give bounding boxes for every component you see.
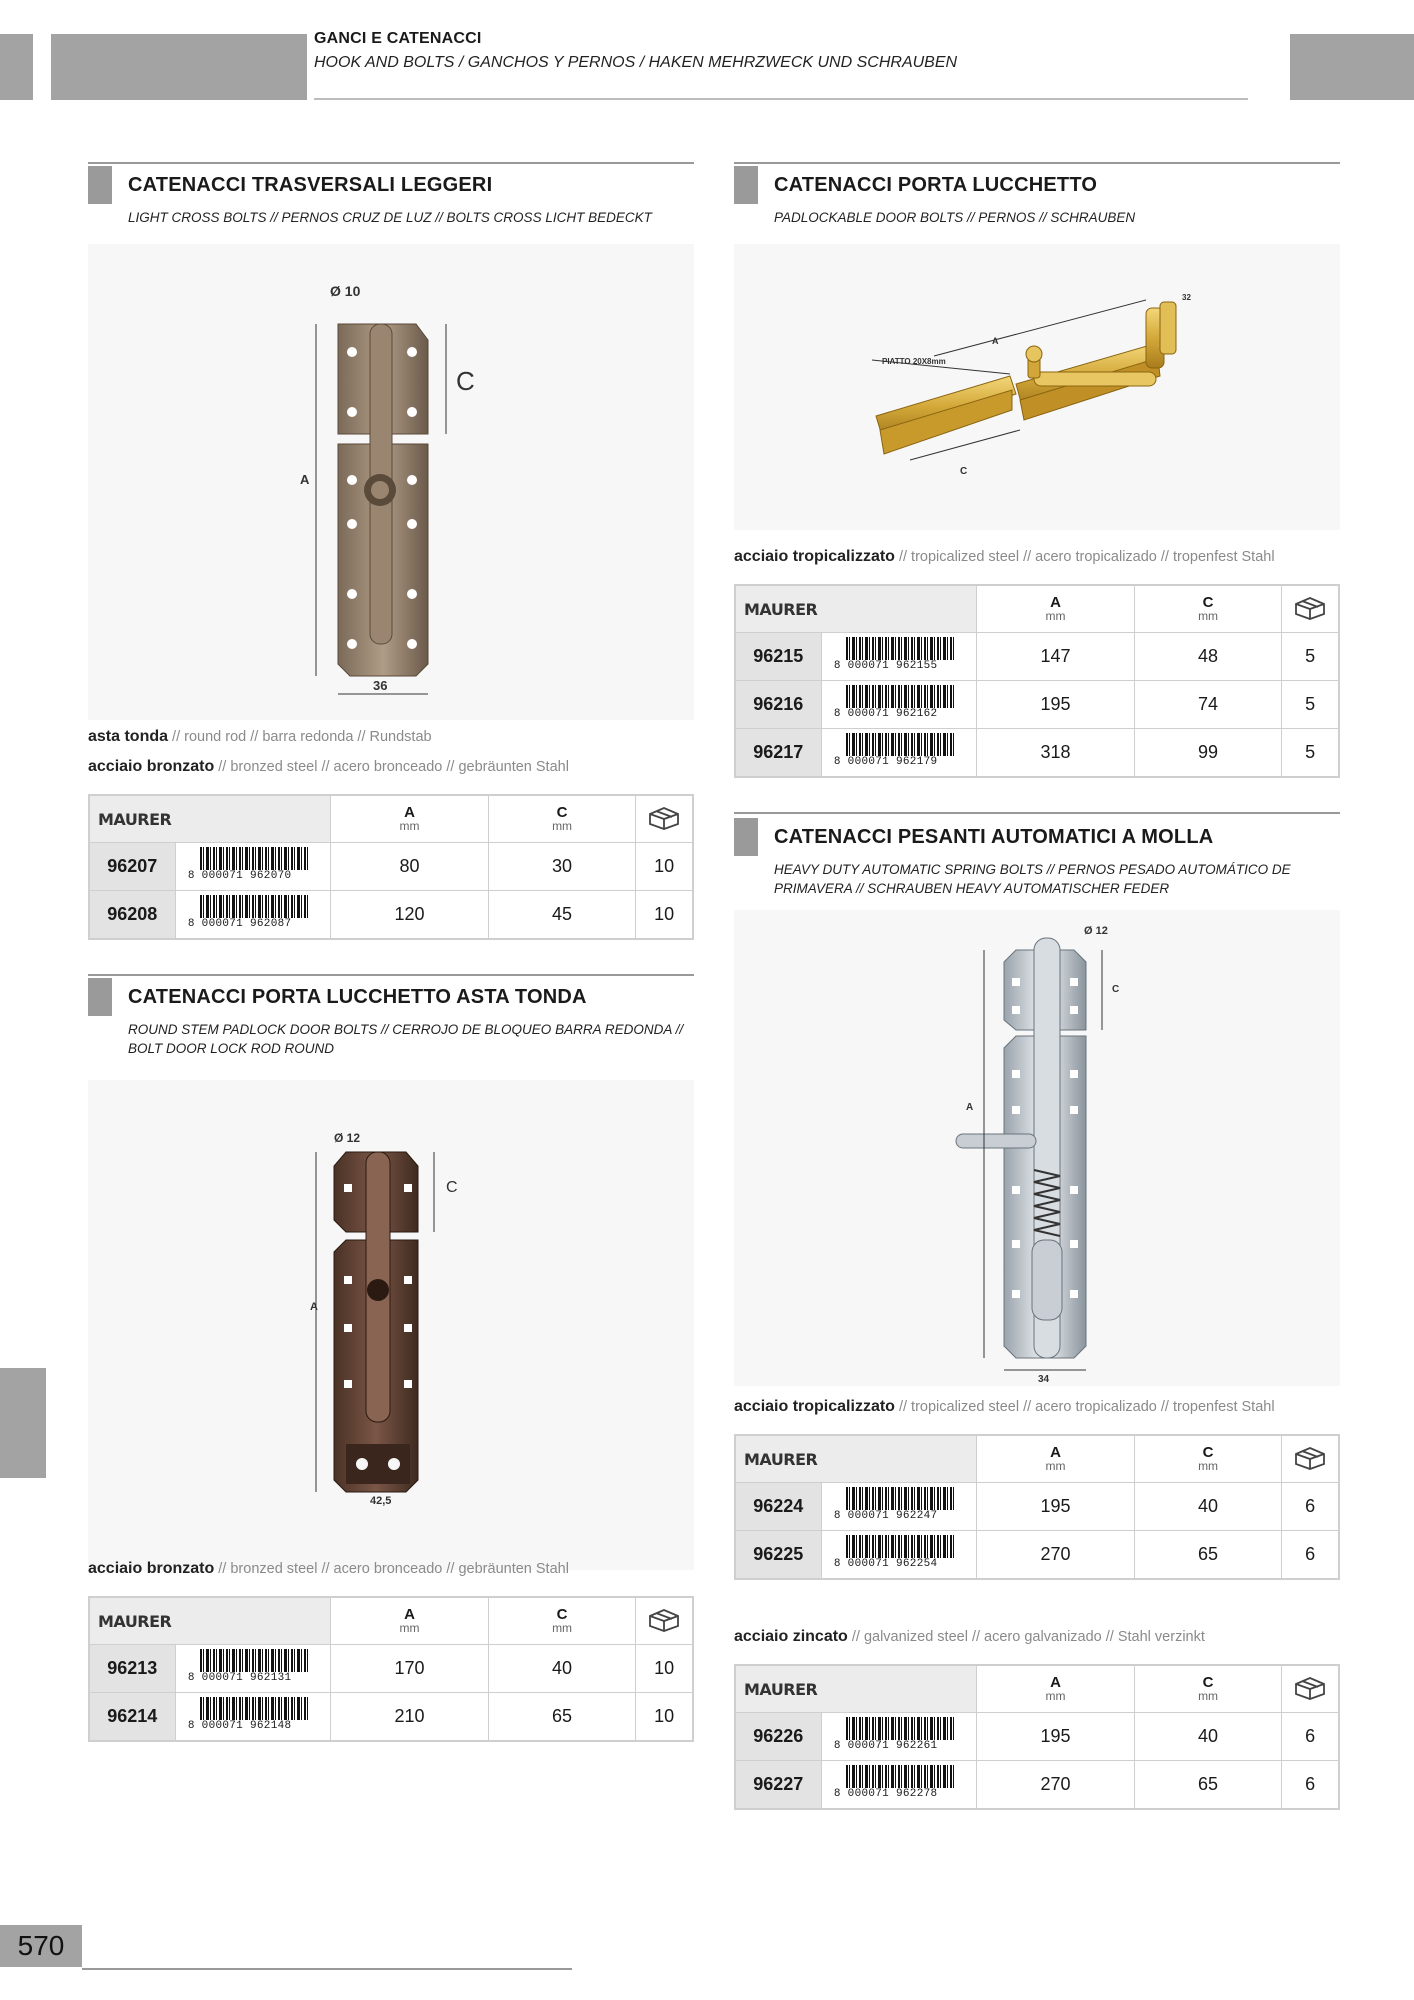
section-subtitle: ROUND STEM PADLOCK DOOR BOLTS // CERROJO DE BLOQUEO BARRA REDONDA // BOLT DOOR LOCK ROD ROUND xyxy=(128,1022,684,1056)
value-qty: 10 xyxy=(636,843,693,891)
dim-width-label: 36 xyxy=(373,678,388,693)
material-line xyxy=(734,548,1275,566)
value-a: 120 xyxy=(331,891,489,940)
value-qty: 10 xyxy=(636,1693,693,1742)
material-line xyxy=(734,1628,1205,1646)
barcode: 8 000071 962148 xyxy=(175,1693,331,1742)
value-c: 65 xyxy=(488,1693,635,1742)
table-row xyxy=(735,1761,1339,1810)
material-bold: acciaio zincato xyxy=(734,1628,848,1645)
col-header-c: C mm xyxy=(488,795,635,843)
value-a: 270 xyxy=(977,1531,1135,1580)
dim-a-label: A xyxy=(992,336,999,346)
value-qty: 6 xyxy=(1282,1531,1339,1580)
material-line xyxy=(88,1560,569,1578)
material-rest: // tropicalized steel // acero tropicalizado // tropenfest Stahl xyxy=(894,549,1275,565)
col-header-c: C mm xyxy=(1134,1435,1281,1483)
dim-diameter-label: Ø 12 xyxy=(1084,925,1108,937)
table-row xyxy=(735,729,1339,778)
value-a: 147 xyxy=(977,633,1135,681)
brand-logo: MAURER xyxy=(735,1665,977,1713)
barcode: 8 000071 962179 xyxy=(821,729,977,778)
material-rest: // galvanized steel // acero galvanizado // Stahl verzinkt xyxy=(847,1629,1205,1645)
item-code: 96227 xyxy=(735,1761,821,1810)
barcode: 8 000071 962070 xyxy=(175,843,331,891)
spec-table xyxy=(88,794,694,940)
material-rest: // bronzed steel // acero bronceado // gebräunten Stahl xyxy=(214,1561,569,1577)
value-c: 65 xyxy=(1134,1531,1281,1580)
dim-width-label: 42,5 xyxy=(370,1495,392,1507)
value-a: 195 xyxy=(977,1483,1135,1531)
item-code: 96207 xyxy=(89,843,175,891)
value-c: 40 xyxy=(1134,1483,1281,1531)
value-a: 270 xyxy=(977,1761,1135,1810)
brand-logo: MAURER xyxy=(89,1597,331,1645)
section-subtitle: LIGHT CROSS BOLTS // PERNOS CRUZ DE LUZ // BOLTS CROSS LICHT BEDECKT xyxy=(128,210,652,225)
dim-c-label: C xyxy=(1112,984,1120,995)
spec-table xyxy=(734,1664,1340,1810)
table-row xyxy=(735,681,1339,729)
table-row xyxy=(735,1713,1339,1761)
barcode: 8 000071 962278 xyxy=(821,1761,977,1810)
header-subtitle: HOOK AND BOLTS / GANCHOS Y PERNOS / HAKEN MEHRZWECK UND SCHRAUBEN xyxy=(314,54,958,71)
value-c: 65 xyxy=(1134,1761,1281,1810)
barcode: 8 000071 962162 xyxy=(821,681,977,729)
section-marker xyxy=(88,978,112,1016)
dim-a-label: A xyxy=(300,472,310,487)
value-c: 99 xyxy=(1134,729,1281,778)
col-header-a: A mm xyxy=(977,1665,1135,1713)
value-qty: 5 xyxy=(1282,729,1339,778)
barcode: 8 000071 962155 xyxy=(821,633,977,681)
table-row xyxy=(735,1483,1339,1531)
header-tab-left xyxy=(0,34,33,100)
brand-logo: MAURER xyxy=(89,795,331,843)
header-bar-right xyxy=(1290,34,1414,100)
package-box-icon xyxy=(1282,1665,1339,1713)
section-title: CATENACCI PESANTI AUTOMATICI A MOLLA xyxy=(774,826,1214,848)
value-qty: 6 xyxy=(1282,1761,1339,1810)
section-rule xyxy=(734,162,1340,164)
package-box-icon xyxy=(636,795,693,843)
dim-c-label: C xyxy=(456,366,475,396)
col-header-a: A mm xyxy=(977,585,1135,633)
brand-logo: MAURER xyxy=(735,585,977,633)
item-code: 96208 xyxy=(89,891,175,940)
item-code: 96213 xyxy=(89,1645,175,1693)
material-line xyxy=(734,1398,1275,1416)
barcode: 8 000071 962261 xyxy=(821,1713,977,1761)
value-a: 170 xyxy=(331,1645,489,1693)
section-rule xyxy=(88,162,694,164)
package-box-icon xyxy=(636,1597,693,1645)
footer-rule xyxy=(82,1968,572,1970)
section-rule xyxy=(734,812,1340,814)
value-qty: 6 xyxy=(1282,1483,1339,1531)
item-code: 96215 xyxy=(735,633,821,681)
dim-c-label: C xyxy=(446,1179,458,1196)
brand-logo: MAURER xyxy=(735,1435,977,1483)
product-image-round-stem-padlock-bolt xyxy=(88,1080,694,1570)
product-image-padlockable-door-bolt xyxy=(734,244,1340,530)
material-line xyxy=(88,758,569,776)
item-code: 96216 xyxy=(735,681,821,729)
barcode: 8 000071 962131 xyxy=(175,1645,331,1693)
dim-plate-label: PIATTO 20X8mm xyxy=(882,357,946,366)
section-title: CATENACCI TRASVERSALI LEGGERI xyxy=(128,174,493,196)
material-rest: // tropicalized steel // acero tropicalizado // tropenfest Stahl xyxy=(894,1399,1275,1415)
material-bold: acciaio tropicalizzato xyxy=(734,1398,895,1415)
value-c: 30 xyxy=(488,843,635,891)
value-qty: 5 xyxy=(1282,633,1339,681)
header-title: GANCI E CATENACCI xyxy=(314,30,482,47)
value-c: 48 xyxy=(1134,633,1281,681)
section-marker xyxy=(88,166,112,204)
item-code: 96224 xyxy=(735,1483,821,1531)
dim-diameter-label: Ø 12 xyxy=(334,1131,361,1145)
col-header-c: C mm xyxy=(488,1597,635,1645)
table-row xyxy=(735,1531,1339,1580)
material-bold: acciaio bronzato xyxy=(88,1560,215,1577)
value-c: 74 xyxy=(1134,681,1281,729)
value-a: 210 xyxy=(331,1693,489,1742)
section-title: CATENACCI PORTA LUCCHETTO xyxy=(774,174,1098,196)
barcode: 8 000071 962254 xyxy=(821,1531,977,1580)
spec-table xyxy=(88,1596,694,1742)
package-box-icon xyxy=(1282,1435,1339,1483)
section-marker xyxy=(734,166,758,204)
barcode: 8 000071 962247 xyxy=(821,1483,977,1531)
col-header-c: C mm xyxy=(1134,585,1281,633)
col-header-c: C mm xyxy=(1134,1665,1281,1713)
dim-diameter-label: Ø 10 xyxy=(330,283,361,299)
spec-table xyxy=(734,584,1340,778)
header-rule xyxy=(314,98,1248,100)
col-header-a: A mm xyxy=(331,1597,489,1645)
product-image-automatic-spring-bolt xyxy=(734,910,1340,1386)
dim-c-label: C xyxy=(960,466,968,477)
side-tab xyxy=(0,1368,46,1478)
package-box-icon xyxy=(1282,585,1339,633)
section-marker xyxy=(734,818,758,856)
col-header-a: A mm xyxy=(331,795,489,843)
value-a: 195 xyxy=(977,1713,1135,1761)
section-subtitle: HEAVY DUTY AUTOMATIC SPRING BOLTS // PERNOS PESADO AUTOMÁTICO DE PRIMAVERA // SCHRAUBEN HEAVY AUTOMATISCHER FEDER xyxy=(774,862,1291,896)
value-qty: 6 xyxy=(1282,1713,1339,1761)
header-bar-left xyxy=(51,34,307,100)
value-a: 80 xyxy=(331,843,489,891)
value-qty: 10 xyxy=(636,1645,693,1693)
table-row xyxy=(89,1693,693,1742)
item-code: 96226 xyxy=(735,1713,821,1761)
material-rest: // bronzed steel // acero bronceado // gebräunten Stahl xyxy=(214,759,569,775)
value-a: 195 xyxy=(977,681,1135,729)
page-number: 570 xyxy=(0,1925,82,1967)
value-c: 45 xyxy=(488,891,635,940)
table-row xyxy=(735,633,1339,681)
value-a: 318 xyxy=(977,729,1135,778)
spec-table xyxy=(734,1434,1340,1580)
item-code: 96214 xyxy=(89,1693,175,1742)
material-rest: // round rod // barra redonda // Rundstab xyxy=(168,729,432,745)
table-row xyxy=(89,843,693,891)
dim-a-label: A xyxy=(310,1301,318,1313)
table-row xyxy=(89,891,693,940)
product-image-light-cross-bolt xyxy=(88,244,694,720)
material-bold: acciaio bronzato xyxy=(88,758,215,775)
dim-width-label: 34 xyxy=(1038,1374,1050,1385)
value-c: 40 xyxy=(488,1645,635,1693)
section-subtitle: PADLOCKABLE DOOR BOLTS // PERNOS // SCHRAUBEN xyxy=(774,210,1136,225)
section-rule xyxy=(88,974,694,976)
dim-height-label: 32 xyxy=(1182,293,1191,302)
table-row xyxy=(89,1645,693,1693)
material-bold: asta tonda xyxy=(88,728,169,745)
value-qty: 5 xyxy=(1282,681,1339,729)
item-code: 96217 xyxy=(735,729,821,778)
value-c: 40 xyxy=(1134,1713,1281,1761)
material-line xyxy=(88,728,432,746)
barcode: 8 000071 962087 xyxy=(175,891,331,940)
item-code: 96225 xyxy=(735,1531,821,1580)
material-bold: acciaio tropicalizzato xyxy=(734,548,895,565)
dim-a-label: A xyxy=(966,1102,974,1113)
section-title: CATENACCI PORTA LUCCHETTO ASTA TONDA xyxy=(128,986,587,1008)
col-header-a: A mm xyxy=(977,1435,1135,1483)
value-qty: 10 xyxy=(636,891,693,940)
